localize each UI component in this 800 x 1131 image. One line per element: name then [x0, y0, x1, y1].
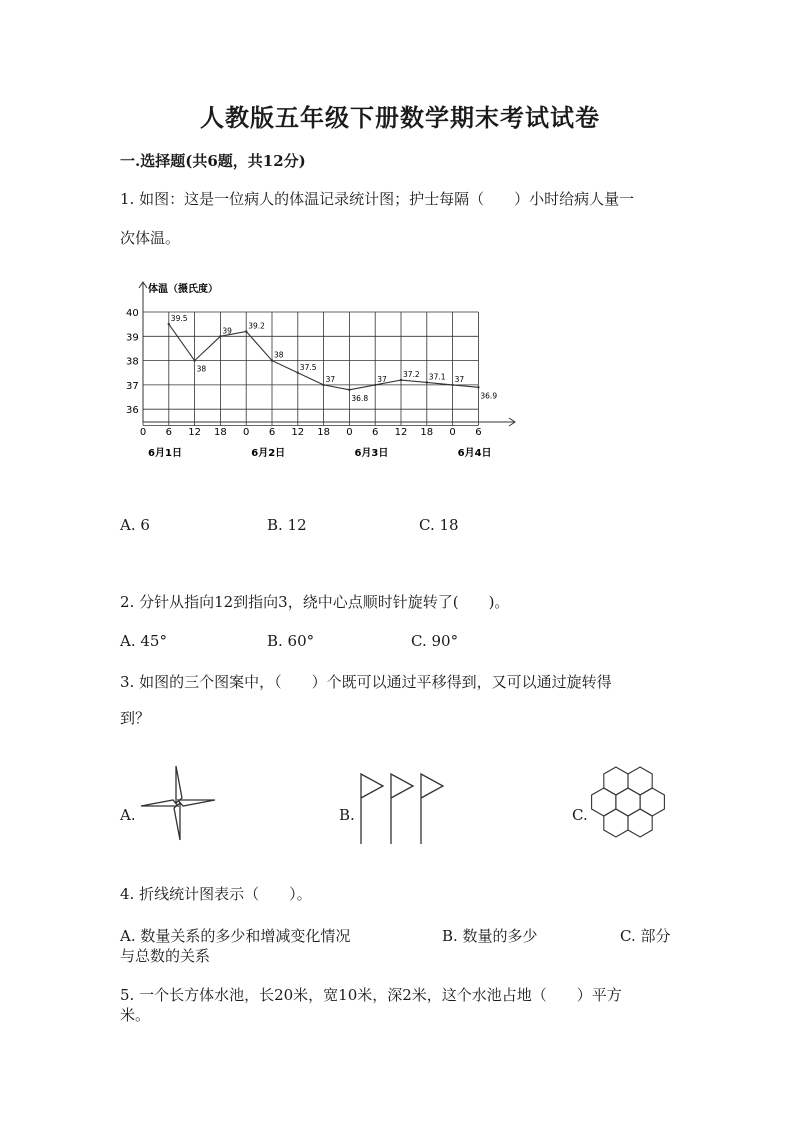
data-label: 36.9 [480, 391, 498, 401]
x-tick-label: 18 [317, 427, 330, 438]
hexagon-cell [628, 767, 652, 795]
data-label: 39.5 [170, 314, 188, 324]
data-labels [171, 314, 498, 403]
x-tick-label: 0 [243, 427, 250, 438]
hexagon-cell [604, 809, 628, 837]
data-label: 37.2 [403, 370, 420, 380]
chart-axes [139, 282, 515, 426]
data-label: 37 [454, 374, 465, 384]
x-tick-label: 0 [449, 427, 456, 438]
day-label: 6月3日 [354, 448, 389, 459]
x-tick-label: 6 [372, 427, 379, 438]
day-label: 6月2日 [251, 448, 286, 459]
y-tick-label: 36 [126, 405, 139, 417]
hexagon-cell [604, 767, 628, 795]
hexagon-figure [588, 762, 668, 842]
data-point [271, 359, 273, 361]
day-labels [148, 446, 492, 459]
data-label: 37.1 [428, 372, 446, 382]
flags-figure [355, 772, 455, 844]
page-title: 人教版五年级下册数学期末考试试卷 [200, 103, 600, 132]
y-tick-label: 40 [126, 308, 139, 319]
data-label: 36.8 [351, 393, 369, 403]
y-tick-labels [126, 308, 139, 416]
hexagon-cell [628, 809, 652, 837]
x-tick-label: 18 [214, 427, 227, 438]
q1-text-cont: 次体温。 [120, 229, 181, 247]
q3-option-a[interactable]: A. [120, 806, 136, 824]
q5-text: 5. 一个长方体水池，长20米，宽10米，深2米，这个水池占地（ ）平方 [120, 986, 622, 1004]
x-tick-label: 0 [346, 427, 353, 438]
data-point [348, 389, 350, 391]
y-tick-label: 39 [126, 332, 139, 344]
data-point [168, 323, 170, 325]
section-heading: 一.选择题(共6题，共12分) [120, 152, 306, 170]
data-point [426, 381, 428, 383]
y-tick-label: 37 [126, 380, 139, 392]
data-point [400, 379, 402, 381]
q2-option-b[interactable]: B. 60° [267, 632, 315, 650]
hexagon-cell [640, 788, 664, 816]
x-tick-labels [140, 427, 482, 438]
q2-text: 2. 分针从指向12到指向3，绕中心点顺时针旋转了( )。 [120, 593, 510, 611]
q4-option-b[interactable]: B. 数量的多少 [442, 927, 538, 945]
q1-option-a[interactable]: A. 6 [120, 516, 150, 534]
pinwheel-blades [141, 766, 215, 840]
data-label: 37 [325, 374, 336, 384]
data-point [245, 330, 247, 332]
x-tick-label: 6 [268, 427, 276, 438]
hexagon-cell [592, 788, 616, 816]
x-tick-label: 12 [394, 427, 408, 438]
data-label: 39 [222, 326, 232, 336]
q3-option-b[interactable]: B. [339, 806, 355, 824]
data-point [374, 384, 376, 386]
data-label: 38 [274, 350, 284, 360]
hexagon-cell [616, 788, 640, 816]
q1-option-b[interactable]: B. 12 [267, 516, 307, 534]
data-point [451, 384, 453, 386]
data-label: 37 [377, 374, 387, 384]
data-point [297, 372, 299, 374]
pinwheel-figure [138, 762, 218, 844]
y-axis-label: 体温（摄氏度） [148, 284, 218, 295]
data-label: 37.5 [299, 362, 317, 372]
day-label: 6月1日 [148, 448, 182, 459]
x-tick-label: 6 [475, 427, 482, 438]
q2-option-a[interactable]: A. 45° [120, 632, 167, 650]
q5-text-cont: 米。 [120, 1006, 151, 1024]
q3-text-cont: 到？ [120, 709, 151, 727]
data-label: 39.2 [248, 321, 265, 331]
q4-text: 4. 折线统计图表示（ ）。 [120, 885, 312, 903]
q4-option-c-cont: 与总数的关系 [120, 947, 211, 965]
q1-text: 1. 如图：这是一位病人的体温记录统计图；护士每隔（ ）小时给病人量一 [120, 190, 635, 208]
x-tick-label: 12 [188, 427, 201, 438]
x-tick-label: 6 [165, 427, 172, 438]
day-label: 6月4日 [457, 448, 492, 459]
x-tick-label: 12 [291, 427, 305, 438]
q3-text: 3. 如图的三个图案中，（ ）个既可以通过平移得到，又可以通过旋转得 [120, 673, 612, 691]
data-point [219, 335, 221, 337]
temperature-chart [110, 270, 530, 470]
data-point [477, 386, 479, 388]
q3-option-c[interactable]: C. [572, 806, 588, 824]
q4-option-c[interactable]: C. 部分 [620, 927, 671, 945]
x-tick-label: 18 [420, 427, 434, 438]
x-tick-label: 0 [139, 427, 147, 438]
data-label: 38 [196, 364, 207, 374]
data-point [322, 384, 324, 386]
q1-option-c[interactable]: C. 18 [419, 516, 459, 534]
q4-option-a[interactable]: A. 数量关系的多少和增减变化情况 [120, 927, 351, 945]
data-point [193, 359, 195, 361]
q2-option-c[interactable]: C. 90° [411, 632, 459, 650]
y-tick-label: 38 [126, 356, 139, 368]
